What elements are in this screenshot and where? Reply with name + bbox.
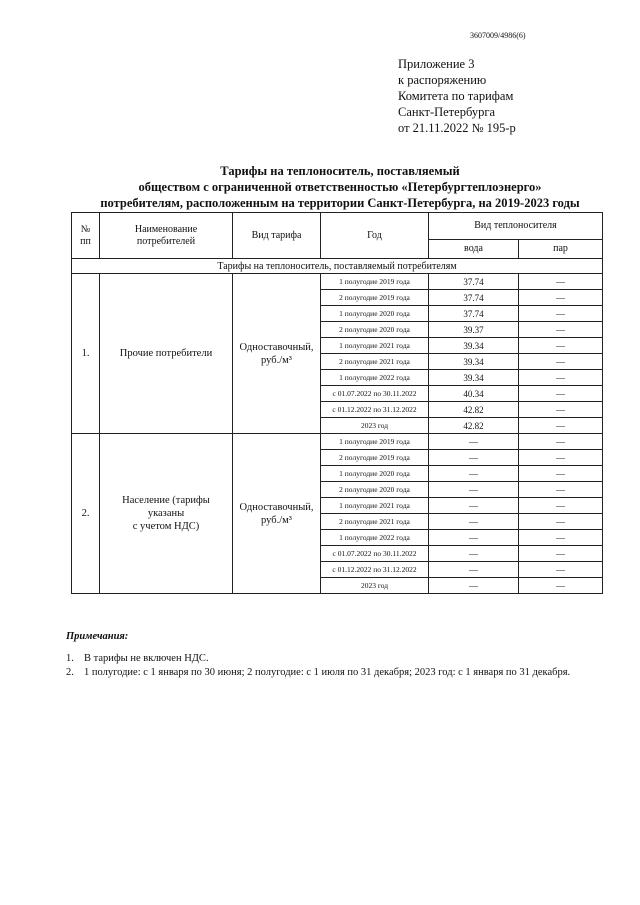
tariff-type	[233, 434, 321, 594]
period-cell: с 01.07.2022 по 30.11.2022	[321, 546, 429, 562]
appendix-line: от 21.11.2022 № 195-р	[398, 121, 516, 135]
table-row	[72, 274, 603, 290]
water-tariff-cell: 42.82	[429, 418, 519, 434]
document-title	[60, 163, 620, 211]
water-tariff-cell: 37.74	[429, 290, 519, 306]
header-water: вода	[429, 240, 519, 259]
note-item	[66, 652, 570, 666]
note-text: В тарифы не включен НДС.	[84, 653, 209, 664]
tariff-type-line: Одноставочный,	[239, 501, 314, 513]
water-tariff-cell: —	[429, 466, 519, 482]
period-cell: с 01.12.2022 по 31.12.2022	[321, 562, 429, 578]
period-cell: 2 полугодие 2021 года	[321, 354, 429, 370]
steam-tariff-cell: —	[519, 530, 603, 546]
header-consumers-line: потребителей	[136, 235, 196, 247]
header-consumers-line: Наименование	[134, 223, 198, 235]
water-tariff-cell: 40.34	[429, 386, 519, 402]
water-tariff-cell: —	[429, 562, 519, 578]
note-number: 2.	[66, 667, 74, 678]
period-cell: 1 полугодие 2021 года	[321, 338, 429, 354]
steam-tariff-cell: —	[519, 546, 603, 562]
period-cell: 2 полугодие 2020 года	[321, 482, 429, 498]
consumer-name-line: Прочие потребители	[119, 348, 213, 359]
tariff-type-line: руб./м³	[261, 354, 292, 366]
water-tariff-cell: —	[429, 450, 519, 466]
steam-tariff-cell: —	[519, 322, 603, 338]
period-cell: 1 полугодие 2020 года	[321, 466, 429, 482]
title-line: обществом с ограниченной ответственностью «Петербургтеплоэнерго»	[138, 180, 542, 194]
water-tariff-cell: 37.74	[429, 306, 519, 322]
consumer-name	[100, 274, 233, 434]
note-text: 1 полугодие: с 1 января по 30 июня; 2 полугодие: с 1 июля по 31 декабря; 2023 год: с 1 января по 31 декабря.	[84, 667, 571, 678]
notes-title: Примечания:	[66, 631, 129, 642]
period-cell: с 01.07.2022 по 30.11.2022	[321, 386, 429, 402]
steam-tariff-cell: —	[519, 386, 603, 402]
tariff-type-line: Одноставочный,	[239, 341, 314, 353]
period-cell: 2023 год	[321, 578, 429, 594]
period-cell: 2 полугодие 2019 года	[321, 450, 429, 466]
steam-tariff-cell: —	[519, 338, 603, 354]
consumer-name-line: указаны	[147, 508, 185, 519]
appendix-line: к распоряжению	[398, 73, 487, 87]
water-tariff-cell: 39.37	[429, 322, 519, 338]
period-cell: 2 полугодие 2019 года	[321, 290, 429, 306]
title-line: Тарифы на теплоноситель, поставляемый	[220, 164, 460, 178]
water-tariff-cell: 39.34	[429, 354, 519, 370]
period-cell: 1 полугодие 2019 года	[321, 434, 429, 450]
table-row	[72, 434, 603, 450]
steam-tariff-cell: —	[519, 290, 603, 306]
water-tariff-cell: —	[429, 530, 519, 546]
water-tariff-cell: 39.34	[429, 338, 519, 354]
steam-tariff-cell: —	[519, 370, 603, 386]
water-tariff-cell: —	[429, 546, 519, 562]
steam-tariff-cell: —	[519, 450, 603, 466]
period-cell: 1 полугодие 2019 года	[321, 274, 429, 290]
steam-tariff-cell: —	[519, 482, 603, 498]
title-line: потребителям, расположенным на территории Санкт-Петербурга, на 2019-2023 годы	[100, 196, 580, 210]
document-id: 3607009/4986(6)	[470, 31, 526, 40]
notes-block	[66, 630, 570, 680]
note-number: 1.	[66, 653, 74, 664]
appendix-line: Приложение 3	[398, 57, 475, 71]
tariff-type-line: руб./м³	[261, 514, 292, 526]
period-cell: с 01.12.2022 по 31.12.2022	[321, 402, 429, 418]
period-cell: 1 полугодие 2020 года	[321, 306, 429, 322]
header-tariff-type: Вид тарифа	[233, 213, 321, 259]
period-cell: 2 полугодие 2020 года	[321, 322, 429, 338]
period-cell: 1 полугодие 2022 года	[321, 370, 429, 386]
row-number: 1.	[72, 274, 100, 434]
steam-tariff-cell: —	[519, 306, 603, 322]
header-steam: пар	[519, 240, 603, 259]
period-cell: 1 полугодие 2021 года	[321, 498, 429, 514]
water-tariff-cell: —	[429, 514, 519, 530]
steam-tariff-cell: —	[519, 274, 603, 290]
row-number: 2.	[72, 434, 100, 594]
header-number-line: пп	[80, 235, 91, 247]
steam-tariff-cell: —	[519, 498, 603, 514]
water-tariff-cell: —	[429, 498, 519, 514]
note-item	[66, 666, 570, 680]
header-carrier: Вид теплоносителя	[429, 213, 603, 240]
period-cell: 2 полугодие 2021 года	[321, 514, 429, 530]
steam-tariff-cell: —	[519, 466, 603, 482]
header-year: Год	[321, 213, 429, 259]
consumer-name-line: Население (тарифы	[122, 495, 210, 506]
steam-tariff-cell: —	[519, 434, 603, 450]
appendix-block	[398, 56, 516, 136]
steam-tariff-cell: —	[519, 514, 603, 530]
water-tariff-cell: —	[429, 482, 519, 498]
appendix-line: Комитета по тарифам	[398, 89, 514, 103]
header-consumers	[100, 213, 233, 259]
period-cell: 2023 год	[321, 418, 429, 434]
water-tariff-cell: 37.74	[429, 274, 519, 290]
tariff-type	[233, 274, 321, 434]
appendix-line: Санкт-Петербурга	[398, 105, 496, 119]
water-tariff-cell: 39.34	[429, 370, 519, 386]
header-number	[72, 213, 100, 259]
water-tariff-cell: —	[429, 434, 519, 450]
period-cell: 1 полугодие 2022 года	[321, 530, 429, 546]
header-number-line: №	[80, 223, 91, 235]
steam-tariff-cell: —	[519, 418, 603, 434]
tariff-table	[71, 212, 603, 594]
section-title: Тарифы на теплоноситель, поставляемый потребителям	[72, 259, 603, 274]
water-tariff-cell: —	[429, 578, 519, 594]
consumer-name-line: с учетом НДС)	[132, 521, 200, 532]
steam-tariff-cell: —	[519, 354, 603, 370]
steam-tariff-cell: —	[519, 402, 603, 418]
steam-tariff-cell: —	[519, 578, 603, 594]
consumer-name	[100, 434, 233, 594]
water-tariff-cell: 42.82	[429, 402, 519, 418]
steam-tariff-cell: —	[519, 562, 603, 578]
